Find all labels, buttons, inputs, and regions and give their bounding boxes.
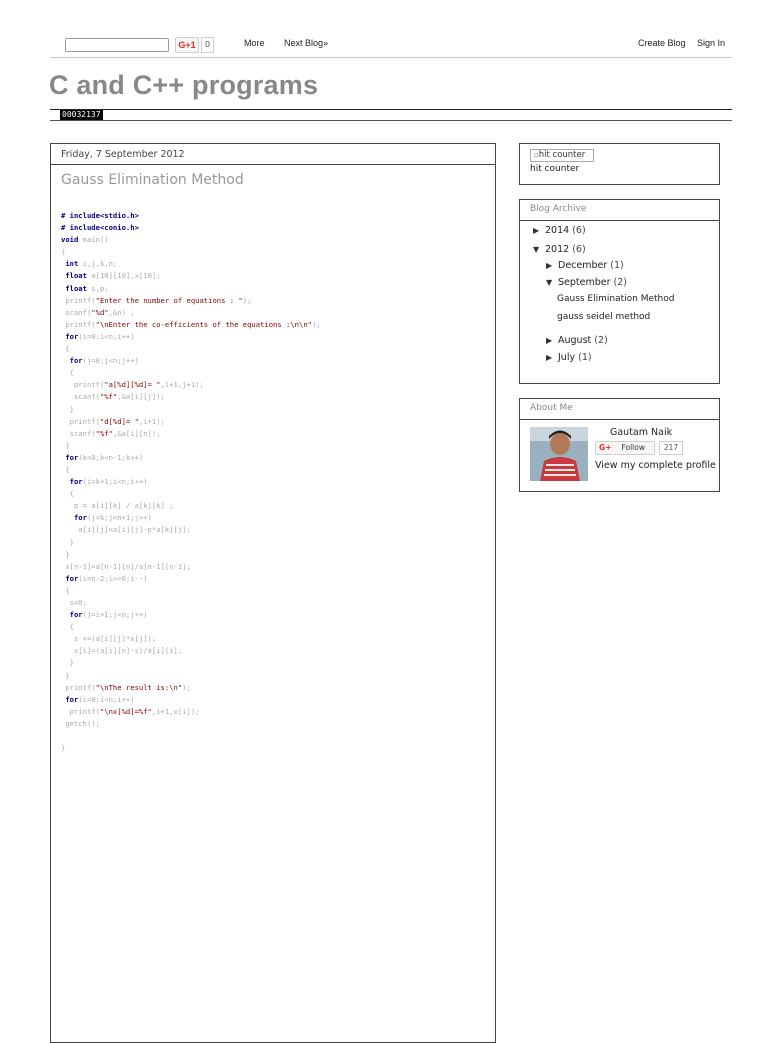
code-line: x[n-1]=a[n-1][n]/a[n-1][n-1];	[61, 561, 191, 571]
hit-counter-image[interactable]: ▫hit counter	[530, 149, 594, 162]
archive-year-2012[interactable]: ▼ 2012 (6)	[533, 244, 586, 255]
code-line: s +=(a[i][j]*x[j]);	[61, 634, 157, 644]
broken-image-icon: ▫	[534, 151, 539, 159]
code-line: }	[61, 549, 70, 559]
code-line: {	[61, 368, 74, 378]
code-line: printf("\nx[%d]=%f",i+1,x[i]);	[61, 706, 200, 716]
follow-button[interactable]: G+ Follow	[595, 441, 655, 455]
code-line: int i,j,k,n;	[65, 259, 118, 269]
archive-month-september[interactable]: ▼ September (2)	[546, 277, 628, 288]
code-line: }	[61, 743, 66, 753]
code-line: # include<conio.h>	[61, 223, 139, 233]
code-line: {	[61, 622, 74, 632]
code-line: a[i][j]=a[i][j]-p*a[k][j];	[61, 525, 191, 535]
follower-count: 217	[659, 441, 683, 455]
code-line	[61, 730, 321, 742]
code-line: printf("Enter the number of equations : ");	[61, 295, 252, 305]
avatar[interactable]	[530, 427, 588, 481]
triangle-right-icon[interactable]: ▶	[533, 226, 540, 235]
code-line: }	[61, 537, 74, 547]
about-me-widget	[519, 398, 720, 492]
code-line: scanf("%d",&n) ;	[61, 307, 135, 317]
hit-counter-text: hit counter	[530, 164, 580, 174]
more-link[interactable]: More	[244, 38, 265, 48]
code-line: for(i=k+1;i<n;i++)	[69, 477, 148, 487]
code-line: float a[10][10],x[10];	[65, 271, 161, 281]
code-line: for(j=i+1;j<n;j++)	[69, 610, 148, 620]
gplus-count: 0	[201, 37, 214, 53]
post-title[interactable]: Gauss Elimination Method	[61, 172, 244, 188]
code-line: printf("d[%d]= ",i+1);	[61, 416, 165, 426]
triangle-right-icon[interactable]: ▶	[546, 261, 553, 270]
code-line: {	[61, 489, 74, 499]
visitor-counter: 00032137	[62, 110, 101, 119]
code-line: }	[61, 670, 70, 680]
archive-month-august[interactable]: ▶ August (2)	[546, 335, 608, 346]
code-line: {	[61, 585, 70, 595]
gplus-icon[interactable]: G+1	[175, 37, 199, 53]
code-block	[61, 210, 321, 754]
code-line: for(i=n-2;i>=0;i--)	[65, 573, 148, 583]
blog-title[interactable]: C and C++ programs	[49, 70, 319, 100]
code-line: printf("\nThe result is:\n");	[61, 682, 191, 692]
archive-month-july[interactable]: ▶ July (1)	[546, 352, 592, 363]
archive-year-2014[interactable]: ▶ 2014 (6)	[533, 225, 586, 236]
archive-post-gauss-seidel[interactable]: gauss seidel method	[557, 312, 651, 322]
about-heading: About Me	[520, 399, 719, 420]
view-profile-link[interactable]: View my complete profile	[595, 460, 716, 471]
code-line: for(j=k;j<n+1;j++)	[73, 513, 152, 523]
post-date: Friday, 7 September 2012	[51, 144, 495, 165]
code-line: for(j=0;j<n;j++)	[69, 356, 139, 366]
code-line: {	[61, 344, 70, 354]
gplus-one-button[interactable]	[175, 37, 248, 53]
code-line: void main()	[61, 235, 109, 245]
triangle-down-icon[interactable]: ▼	[546, 278, 553, 287]
code-line: scanf("%f",&a[i][n]);	[61, 428, 161, 438]
hit-counter-widget	[519, 143, 720, 185]
code-line: printf("\nEnter the co-efficients of the equations :\n\n");	[61, 319, 321, 329]
code-line: float s,p;	[65, 283, 109, 293]
triangle-down-icon[interactable]: ▼	[533, 245, 540, 254]
code-line: }	[61, 658, 74, 668]
gplus-icon: G+	[599, 443, 612, 452]
code-line: getch();	[61, 718, 100, 728]
avatar-photo	[530, 427, 588, 481]
code-line: p = a[i][k] / a[k][k] ;	[61, 501, 174, 511]
code-line: printf("a[%d][%d]= ",i+1,j+1);	[61, 380, 204, 390]
create-blog-link[interactable]: Create Blog	[638, 38, 686, 48]
code-line: x[i]=(a[i][n]-s)/a[i][i];	[61, 646, 183, 656]
code-line: {	[61, 464, 70, 474]
code-line: for(i=0;i<n;i++)	[65, 694, 135, 704]
triangle-right-icon[interactable]: ▶	[546, 353, 553, 362]
code-line: scanf("%f",&a[i][j]);	[61, 392, 165, 402]
code-line: # include<stdio.h>	[61, 211, 139, 220]
archive-heading: Blog Archive	[520, 200, 719, 221]
blog-post	[50, 143, 496, 1043]
code-line: {	[61, 247, 66, 257]
code-line: }	[61, 404, 74, 414]
blog-archive-widget	[519, 199, 720, 384]
archive-post-gauss-elimination[interactable]: Gauss Elimination Method	[557, 294, 675, 304]
next-blog-link[interactable]: Next Blog»	[284, 38, 329, 48]
profile-name[interactable]: Gautam Naik	[610, 427, 673, 438]
code-line: }	[61, 440, 70, 450]
code-line: for(k=0;k<n-1;k++)	[65, 452, 144, 462]
triangle-right-icon[interactable]: ▶	[546, 336, 553, 345]
sign-in-link[interactable]: Sign In	[697, 38, 726, 48]
header-rule-bottom	[50, 120, 732, 121]
header-rule	[50, 109, 732, 110]
code-line: s=0;	[61, 598, 87, 607]
blogger-navbar	[50, 30, 732, 58]
archive-month-december[interactable]: ▶ December (1)	[546, 260, 624, 271]
search-input[interactable]	[65, 38, 169, 52]
code-line: for(i=0;i<n;i++)	[65, 331, 135, 341]
